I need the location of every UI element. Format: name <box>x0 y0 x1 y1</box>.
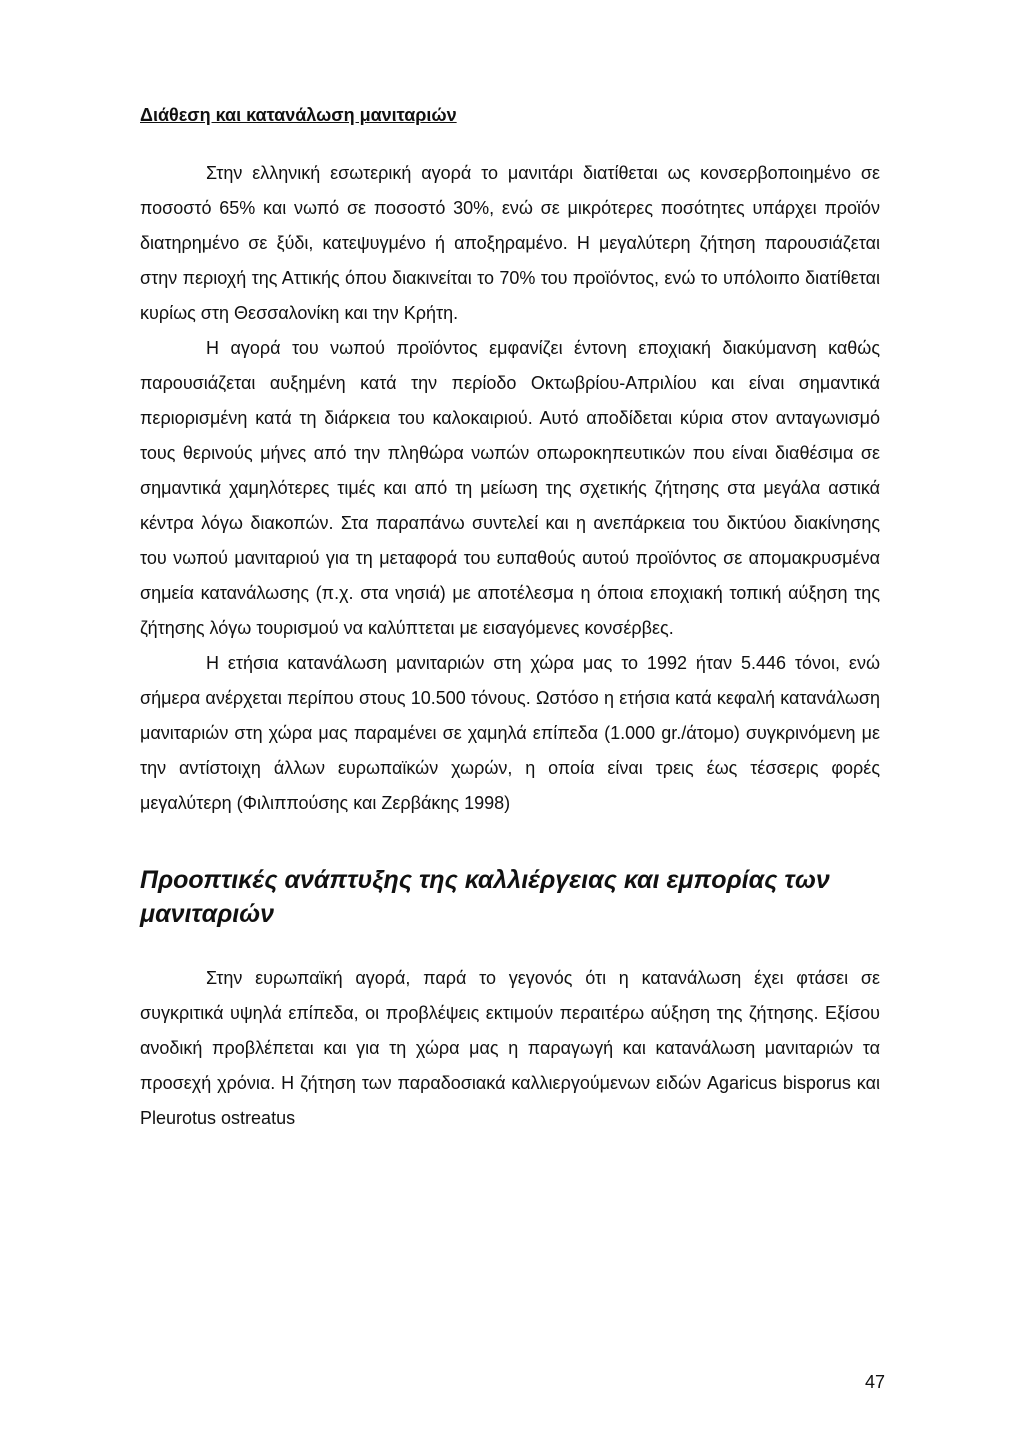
paragraph: Η αγορά του νωπού προϊόντος εμφανίζει έντονη εποχιακή διακύμανση καθώς παρουσιάζεται αυξημένη κατά την περίοδο Οκτωβρίου-Απριλίου και είναι σημαντικά περιορισμένη κατά τη διάρκεια του καλοκαιριού. Αυτό αποδίδεται κύρια στον ανταγωνισμό τους θερινούς μήνες από την πληθώρα νωπών οπωροκηπευτικών που είναι διαθέσιμα σε σημαντικά χαμηλότερες τιμές και από τη μείωση της σχετικής ζήτησης στα μεγάλα αστικά κέντρα λόγω διακοπών. Στα παραπάνω συντελεί και η ανεπάρκεια του δικτύου διακίνησης του νωπού μανιταριού για τη μεταφορά του ευπαθούς αυτού προϊόντος σε απομακρυσμένα σημεία κατανάλωσης (π.χ. στα νησιά) με αποτέλεσμα η όποια εποχιακή τοπική αύξηση της ζήτησης λόγω τουρισμού να καλύπτεται με εισαγόμενες κονσέρβες. <box>140 338 880 638</box>
paragraph: Στην ελληνική εσωτερική αγορά το μανιτάρι διατίθεται ως κονσερβοποιημένο σε ποσοστό 65% και νωπό σε ποσοστό 30%, ενώ σε μικρότερες ποσότητες υπάρχει προϊόν διατηρημένο σε ξύδι, κατεψυγμένο ή αποξηραμένο. Η μεγαλύτερη ζήτηση παρουσιάζεται στην περιοχή της Αττικής όπου διακινείται το 70% του προϊόντος, ενώ το υπόλοιπο διατίθεται κυρίως στη Θεσσαλονίκη και την Κρήτη. <box>140 163 880 323</box>
section-title-prospects: Προοπτικές ανάπτυξης της καλλιέργειας και εμπορίας των μανιταριών <box>140 866 830 928</box>
section-title-distribution: Διάθεση και κατανάλωση μανιταριών <box>140 105 457 125</box>
paragraph: Στην ευρωπαϊκή αγορά, παρά το γεγονός ότι η κατανάλωση έχει φτάσει σε συγκριτικά υψηλά επίπεδα, οι προβλέψεις εκτιμούν περαιτέρω αύξηση της ζήτησης. Εξίσου ανοδική προβλέπεται και για τη χώρα μας η παραγωγή και κατανάλωση μανιταριών τα προσεχή χρόνια. Η ζήτηση των παραδοσιακά καλλιεργούμενων ειδών Agaricus bisporus και Pleurotus ostreatus <box>140 968 880 1128</box>
document-page <box>140 100 880 1136</box>
page-number: 47 <box>864 1372 885 1392</box>
paragraph: Η ετήσια κατανάλωση μανιταριών στη χώρα μας το 1992 ήταν 5.446 τόνοι, ενώ σήμερα ανέρχεται περίπου στους 10.500 τόνους. Ωστόσο η ετήσια κατά κεφαλή κατανάλωση μανιταριών στη χώρα μας παραμένει σε χαμηλά επίπεδα (1.000 gr./άτομο) συγκρινόμενη με την αντίστοιχη άλλων ευρωπαϊκών χωρών, η οποία είναι τρεις έως τέσσερις φορές μεγαλύτερη (Φιλιππούσης και Ζερβάκης 1998) <box>140 653 880 813</box>
